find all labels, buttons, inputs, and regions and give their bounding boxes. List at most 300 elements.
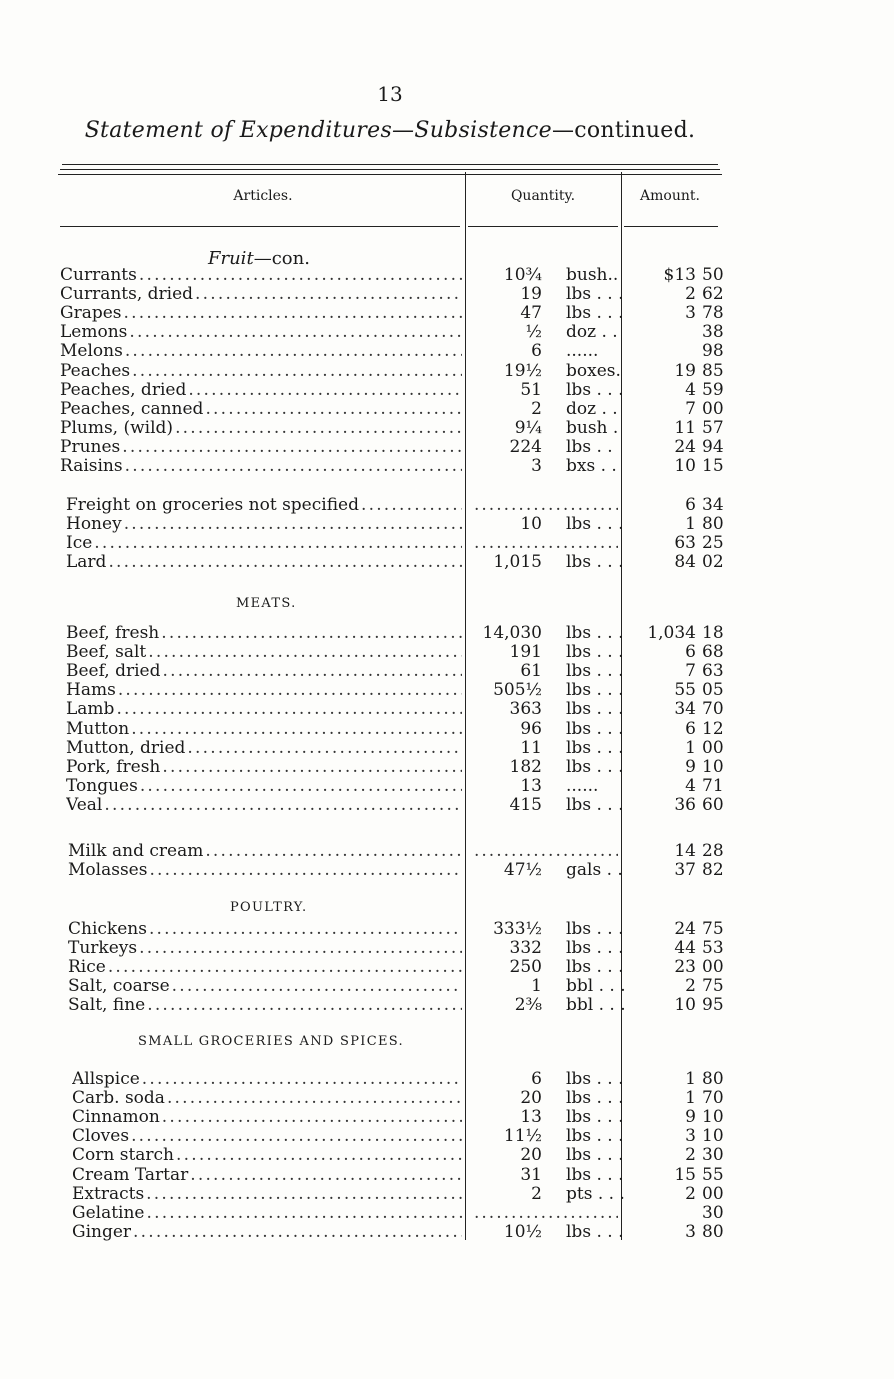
table-row	[0, 958, 894, 977]
article-name: Mutton, dried	[66, 738, 186, 758]
table-row	[0, 285, 894, 304]
article-cell	[66, 534, 462, 553]
article-cell	[60, 381, 462, 400]
table-row	[0, 1223, 894, 1242]
quantity-unit: bbl . . .	[566, 976, 626, 997]
article-name: Rice	[68, 958, 106, 978]
article-cell	[68, 996, 462, 1015]
amount-dollars: 1,034	[647, 623, 696, 643]
quantity-value: 19½	[503, 360, 542, 381]
quantity-unit: lbs . . .	[566, 718, 624, 739]
article-cell	[60, 438, 462, 457]
dot-leader	[139, 939, 462, 958]
quantity-value: 332	[509, 938, 542, 959]
amount-cents: 18	[702, 623, 724, 643]
quantity-value: 182	[509, 756, 542, 777]
quantity-value: 47	[520, 303, 542, 324]
quantity-unit: lbs . . .	[566, 756, 624, 777]
quantity-value: 250	[509, 957, 542, 978]
table-row	[0, 419, 894, 438]
top-rule-double	[60, 169, 720, 170]
amount-cents: 00	[702, 398, 724, 419]
quantity-leader	[474, 1204, 618, 1223]
article-cell	[60, 362, 462, 381]
amount-cents: 10	[702, 1126, 724, 1147]
dot-leader	[147, 996, 462, 1015]
quantity-unit: doz . .	[566, 322, 618, 343]
quantity-value: 51	[520, 379, 542, 400]
quantity-unit: lbs . . .	[566, 1126, 624, 1147]
article-cell	[72, 1108, 462, 1127]
table-row	[0, 362, 894, 381]
amount-cents: 70	[702, 1088, 724, 1109]
amount-dollars: 4	[685, 379, 696, 400]
article-name: Ice	[66, 534, 93, 554]
dot-leader	[205, 842, 462, 861]
article-name: Gelatine	[72, 1203, 145, 1223]
article-cell	[66, 553, 462, 572]
dot-leader	[108, 553, 462, 572]
article-name: Cream Tartar	[72, 1165, 189, 1185]
amount-dollars: 23	[674, 957, 696, 978]
dot-leader	[162, 1108, 462, 1127]
amount-cents: 10	[702, 1107, 724, 1128]
table-row	[0, 266, 894, 285]
dot-leader	[176, 1146, 462, 1165]
table-row	[0, 534, 894, 553]
amount-cents: 98	[702, 341, 724, 362]
amount-cents: 71	[702, 775, 724, 796]
article-cell	[60, 419, 462, 438]
amount-cents: 75	[702, 976, 724, 997]
amount-cents: 34	[702, 495, 724, 515]
article-name: Peaches	[60, 361, 131, 381]
table-row	[0, 939, 894, 958]
table-row	[0, 662, 894, 681]
table-row	[0, 1108, 894, 1127]
quantity-unit: lbs . . .	[566, 1221, 624, 1242]
quantity-leader	[474, 496, 618, 515]
title-main: Statement of Expenditures—Subsistence	[84, 118, 552, 143]
article-name: Melons	[60, 342, 123, 362]
quantity-value: 10½	[503, 1221, 542, 1242]
article-name: Beef, fresh	[66, 624, 160, 643]
dot-leader	[175, 419, 462, 438]
article-name: Chickens	[68, 920, 147, 939]
quantity-unit: lbs . . .	[566, 680, 624, 701]
article-cell	[72, 1070, 462, 1089]
amount-dollars: 3	[685, 303, 696, 324]
table-row	[0, 1146, 894, 1165]
table-row	[0, 777, 894, 796]
quantity-value: 2	[531, 398, 542, 419]
dot-leader	[122, 438, 462, 457]
article-cell	[72, 1204, 462, 1223]
dot-leader	[188, 381, 462, 400]
table-row	[0, 400, 894, 419]
amount-dollars: 37	[674, 860, 696, 881]
quantity-unit: lbs . . .	[566, 661, 624, 682]
quantity-value: 6	[531, 341, 542, 362]
dot-leader	[118, 681, 462, 700]
table-row	[0, 681, 894, 700]
quantity-value: 61	[520, 661, 542, 682]
amount-dollars: 84	[674, 552, 696, 573]
quantity-unit: gals . .	[566, 860, 623, 881]
table-row	[0, 1070, 894, 1089]
table-row	[0, 643, 894, 662]
article-name: Salt, fine	[68, 996, 146, 1016]
amount-dollars: 7	[685, 661, 696, 682]
table-row	[0, 438, 894, 457]
table-row	[0, 1166, 894, 1185]
article-cell	[72, 1185, 462, 1204]
article-name: Cinnamon	[72, 1108, 160, 1128]
dot-leader	[361, 496, 462, 515]
amount-dollars: $13	[663, 265, 696, 285]
amount-dollars: 2	[685, 284, 696, 305]
quantity-value: 14,030	[482, 623, 542, 643]
article-name: Tongues	[66, 776, 138, 796]
quantity-value: 363	[509, 699, 542, 720]
amount-cents: 25	[702, 533, 724, 554]
dot-leader	[129, 323, 462, 342]
quantity-value: 13	[520, 1107, 542, 1128]
amount-cents: 63	[702, 661, 724, 682]
table-row	[0, 496, 894, 515]
dot-leader	[205, 400, 462, 419]
article-name: Carb. soda	[72, 1089, 165, 1109]
article-name: Peaches, dried	[60, 380, 187, 400]
header-rule-amount	[624, 226, 718, 227]
quantity-value: 224	[509, 436, 542, 457]
quantity-unit: ......	[566, 341, 599, 362]
quantity-value: 11	[520, 737, 542, 758]
quantity-unit: lbs . . .	[566, 919, 624, 939]
amount-dollars: 2	[685, 1145, 696, 1166]
article-name: Pork, fresh	[66, 757, 161, 777]
article-name: Cloves	[72, 1127, 130, 1147]
quantity-value: 13	[520, 775, 542, 796]
article-cell	[68, 939, 462, 958]
table-row	[0, 796, 894, 815]
quantity-value: 96	[520, 718, 542, 739]
title-suffix: —continued.	[551, 118, 696, 143]
section-heading: MEATS.	[236, 596, 297, 611]
top-rule	[62, 164, 718, 165]
amount-cents: 53	[702, 938, 724, 959]
dot-leader	[161, 624, 462, 643]
article-cell	[72, 1089, 462, 1108]
quantity-unit: lbs . . .	[566, 957, 624, 978]
table-row	[0, 720, 894, 739]
article-cell	[60, 323, 462, 342]
dot-leader	[147, 1204, 463, 1223]
quantity-unit: boxes.	[566, 360, 621, 381]
table-row	[0, 739, 894, 758]
amount-dollars: 2	[685, 976, 696, 997]
amount-dollars: 2	[685, 1183, 696, 1204]
quantity-value: 415	[509, 794, 542, 815]
amount-dollars: 14	[674, 841, 696, 861]
quantity-unit: lbs . . .	[566, 1145, 624, 1166]
amount-cents: 94	[702, 436, 724, 457]
article-cell	[66, 624, 462, 643]
table-row	[0, 920, 894, 939]
dot-leader	[140, 777, 462, 796]
amount-dollars: 19	[674, 360, 696, 381]
article-cell	[66, 662, 462, 681]
quantity-leader	[474, 534, 618, 553]
amount-dollars: 6	[685, 495, 696, 515]
dot-leader	[133, 1223, 462, 1242]
article-name: Turkeys	[68, 939, 138, 959]
amount-dollars: 6	[685, 642, 696, 663]
header-amount: Amount.	[640, 188, 700, 204]
article-cell	[72, 1146, 462, 1165]
article-name: Beef, salt	[66, 643, 147, 663]
amount-dollars: 63	[674, 533, 696, 554]
dot-leader	[104, 796, 462, 815]
dot-leader	[167, 1089, 462, 1108]
article-cell	[66, 643, 462, 662]
quantity-unit: lbs . . .	[566, 794, 624, 815]
quantity-unit: bxs . .	[566, 456, 617, 476]
article-cell	[66, 515, 462, 534]
dot-leader	[131, 720, 462, 739]
dot-leader	[124, 515, 462, 534]
quantity-unit: lbs . .	[566, 436, 613, 457]
table-row	[0, 861, 894, 880]
quantity-value: 1,015	[493, 552, 542, 573]
article-name: Hams	[66, 681, 116, 701]
dot-leader	[108, 958, 462, 977]
dot-leader	[148, 643, 462, 662]
amount-dollars: 9	[685, 1107, 696, 1128]
quantity-value: 9¼	[514, 417, 542, 438]
amount-cents: 50	[702, 265, 724, 285]
article-name: Milk and cream	[68, 842, 204, 861]
quantity-unit: lbs . . .	[566, 1107, 624, 1128]
article-name: Extracts	[72, 1184, 145, 1204]
header-rule-quantity	[468, 226, 618, 227]
header-articles: Articles.	[233, 188, 293, 204]
dot-leader	[190, 1166, 462, 1185]
article-cell	[60, 304, 462, 323]
amount-cents: 68	[702, 642, 724, 663]
amount-cents: 30	[702, 1145, 724, 1166]
article-name: Allspice	[72, 1070, 140, 1089]
quantity-value: 505½	[493, 680, 542, 701]
article-name: Mutton	[66, 719, 130, 739]
dot-leader	[195, 285, 462, 304]
dot-leader	[116, 700, 462, 719]
quantity-value: 333½	[493, 919, 542, 939]
article-cell	[72, 1127, 462, 1146]
amount-cents: 00	[702, 957, 724, 978]
article-name: Lemons	[60, 323, 128, 343]
quantity-value: 191	[509, 642, 542, 663]
article-cell	[66, 739, 462, 758]
amount-dollars: 55	[674, 680, 696, 701]
amount-dollars: 44	[674, 938, 696, 959]
article-cell	[66, 496, 462, 515]
article-name: Veal	[66, 795, 103, 815]
article-cell	[66, 720, 462, 739]
article-name: Prunes	[60, 437, 121, 457]
amount-cents: 05	[702, 680, 724, 701]
table-row	[0, 381, 894, 400]
article-name: Grapes	[60, 304, 122, 324]
amount-dollars: 24	[674, 436, 696, 457]
amount-cents: 85	[702, 360, 724, 381]
article-cell	[66, 758, 462, 777]
article-name: Ginger	[72, 1222, 132, 1242]
quantity-value: 10¾	[503, 265, 542, 285]
amount-cents: 70	[702, 699, 724, 720]
table-row	[0, 1185, 894, 1204]
article-name: Lard	[66, 553, 107, 573]
table-row	[0, 553, 894, 572]
amount-dollars: 3	[685, 1221, 696, 1242]
table-row	[0, 515, 894, 534]
article-name: Plums, (wild)	[60, 418, 174, 438]
quantity-value: 3	[531, 456, 542, 476]
dot-leader	[149, 861, 462, 880]
amount-dollars: 7	[685, 398, 696, 419]
section-heading: POULTRY.	[230, 900, 308, 915]
amount-dollars: 6	[685, 718, 696, 739]
article-cell	[60, 266, 462, 285]
amount-dollars: 1	[685, 1069, 696, 1089]
quantity-unit: bush .	[566, 417, 619, 438]
table-row	[0, 996, 894, 1015]
dot-leader	[125, 457, 462, 476]
dot-leader	[187, 739, 462, 758]
amount-cents: 59	[702, 379, 724, 400]
amount-dollars: 15	[674, 1164, 696, 1185]
article-cell	[68, 861, 462, 880]
dot-leader	[139, 266, 462, 285]
amount-dollars: 1	[685, 737, 696, 758]
quantity-value: 1	[531, 976, 542, 997]
dot-leader	[125, 342, 462, 361]
amount-cents: 28	[702, 841, 724, 861]
quantity-unit: lbs . . .	[566, 1164, 624, 1185]
amount-cents: 38	[702, 322, 724, 343]
quantity-value: 2	[531, 1183, 542, 1204]
article-cell	[66, 700, 462, 719]
article-cell	[68, 958, 462, 977]
header-quantity: Quantity.	[510, 188, 576, 204]
quantity-unit: lbs . . .	[566, 737, 624, 758]
table-row	[0, 457, 894, 476]
quantity-value: 47½	[503, 860, 542, 881]
amount-dollars: 9	[685, 756, 696, 777]
quantity-value: 20	[520, 1088, 542, 1109]
article-cell	[72, 1223, 462, 1242]
article-name: Currants	[60, 266, 137, 285]
quantity-leader	[474, 842, 618, 861]
table-row	[0, 1089, 894, 1108]
article-name: Peaches, canned	[60, 399, 204, 419]
dot-leader	[131, 1127, 462, 1146]
quantity-unit: lbs . . .	[566, 552, 624, 573]
article-cell	[60, 285, 462, 304]
page-number: 13	[377, 82, 403, 106]
amount-cents: 00	[702, 1183, 724, 1204]
table-row	[0, 977, 894, 996]
article-name: Honey	[66, 515, 122, 535]
amount-cents: 95	[702, 995, 724, 1016]
table-row	[0, 758, 894, 777]
amount-cents: 10	[702, 756, 724, 777]
quantity-unit: lbs . . .	[566, 379, 624, 400]
quantity-unit: lbs . . .	[566, 303, 624, 324]
quantity-unit: bbl . . .	[566, 995, 626, 1016]
dot-leader	[162, 758, 462, 777]
quantity-value: 10	[520, 514, 542, 535]
quantity-value: 19	[520, 284, 542, 305]
quantity-value: 6	[531, 1069, 542, 1089]
article-name: Corn starch	[72, 1146, 175, 1166]
article-name: Lamb	[66, 700, 115, 720]
quantity-unit: lbs . . .	[566, 284, 624, 305]
top-rule-triple	[58, 174, 722, 175]
amount-dollars: 4	[685, 775, 696, 796]
amount-dollars: 3	[685, 1126, 696, 1147]
amount-cents: 75	[702, 919, 724, 939]
article-name: Beef, dried	[66, 662, 161, 682]
quantity-unit: lbs . . .	[566, 699, 624, 720]
table-row	[0, 700, 894, 719]
quantity-unit: lbs . . .	[566, 514, 624, 535]
dot-leader	[124, 304, 462, 323]
amount-cents: 60	[702, 794, 724, 815]
quantity-unit: lbs . . .	[566, 938, 624, 959]
article-cell	[68, 842, 462, 861]
amount-dollars: 1	[685, 514, 696, 535]
quantity-value: 31	[520, 1164, 542, 1185]
amount-cents: 80	[702, 1221, 724, 1242]
page-title	[0, 118, 780, 143]
quantity-unit: bush..	[566, 265, 619, 285]
article-cell	[66, 796, 462, 815]
quantity-value: 2⅜	[514, 995, 542, 1016]
quantity-unit: pts . . .	[566, 1183, 625, 1204]
section-heading-main: Fruit	[208, 248, 254, 269]
table-row	[0, 1204, 894, 1223]
amount-cents: 12	[702, 718, 724, 739]
dot-leader	[142, 1070, 462, 1089]
article-name: Raisins	[60, 457, 123, 476]
amount-dollars: 10	[674, 456, 696, 476]
dot-leader	[132, 362, 462, 381]
table-row	[0, 323, 894, 342]
amount-cents: 57	[702, 417, 724, 438]
quantity-value: 20	[520, 1145, 542, 1166]
amount-cents: 80	[702, 514, 724, 535]
table-row	[0, 342, 894, 361]
dot-leader	[94, 534, 462, 553]
amount-cents: 80	[702, 1069, 724, 1089]
amount-cents: 82	[702, 860, 724, 881]
quantity-value: 11½	[503, 1126, 542, 1147]
article-cell	[66, 681, 462, 700]
header-rule-articles	[60, 226, 460, 227]
article-name: Molasses	[68, 861, 148, 881]
amount-cents: 30	[702, 1202, 724, 1223]
